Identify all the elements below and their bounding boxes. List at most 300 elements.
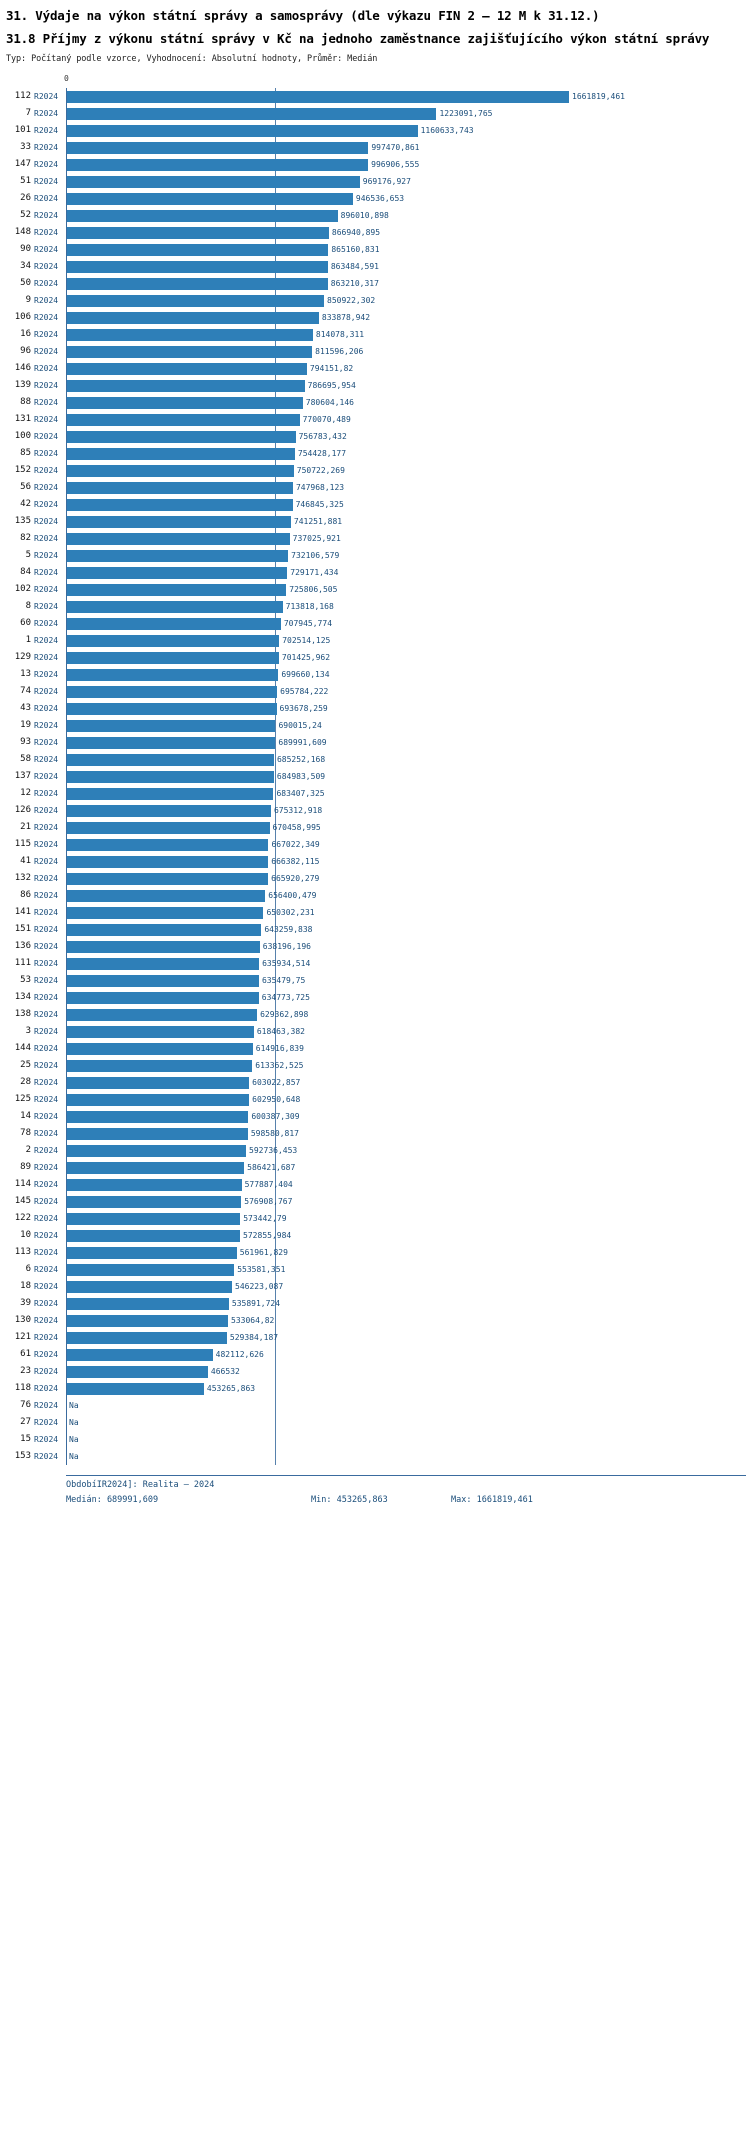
bar[interactable]	[67, 91, 569, 103]
chart-row[interactable]	[25, 632, 746, 649]
chart-row[interactable]	[14, 836, 746, 853]
row-period-label: R2024	[34, 568, 59, 577]
bar[interactable]	[67, 261, 328, 273]
bar[interactable]	[67, 278, 328, 290]
bar[interactable]	[67, 720, 275, 732]
row-category-label: 51	[20, 176, 31, 186]
bar[interactable]	[67, 788, 273, 800]
bar-value-label: 690015,24	[278, 721, 322, 730]
chart-row[interactable]	[20, 258, 746, 275]
bar[interactable]	[67, 669, 278, 681]
row-category-label: 100	[14, 431, 31, 441]
row-category-label: 115	[14, 839, 31, 849]
row-category-label: 78	[20, 1128, 31, 1138]
row-period-label: R2024	[34, 670, 59, 679]
chart-row[interactable]	[20, 700, 746, 717]
chart-row[interactable]	[20, 666, 746, 683]
row-period-label: R2024	[34, 92, 59, 101]
chart-row[interactable]	[20, 1431, 746, 1448]
bar-value-label: 629362,898	[260, 1010, 309, 1019]
bar[interactable]	[67, 193, 353, 205]
chart-row[interactable]	[14, 309, 746, 326]
row-category-label: 21	[20, 822, 31, 832]
bar[interactable]	[67, 1332, 227, 1344]
chart-row[interactable]	[14, 1091, 746, 1108]
chart-row[interactable]	[20, 751, 746, 768]
row-period-label: R2024	[34, 228, 59, 237]
chart-row[interactable]	[20, 394, 746, 411]
bar[interactable]	[67, 1230, 240, 1242]
chart-row[interactable]	[20, 445, 746, 462]
bar[interactable]	[67, 380, 305, 392]
row-period-label: R2024	[34, 1265, 59, 1274]
chart-row[interactable]	[25, 547, 746, 564]
bar[interactable]	[67, 346, 312, 358]
row-category-label: 14	[20, 1111, 31, 1121]
bar[interactable]	[67, 465, 294, 477]
bar[interactable]	[67, 584, 286, 596]
row-period-label: R2024	[34, 823, 59, 832]
chart-row[interactable]	[20, 615, 746, 632]
bar-value-label: 482112,626	[215, 1350, 264, 1359]
row-category-label: 60	[20, 618, 31, 628]
bar[interactable]	[67, 635, 279, 647]
row-category-label: 148	[14, 227, 31, 237]
bar[interactable]	[67, 992, 259, 1004]
bar[interactable]	[67, 1026, 254, 1038]
bar-value-label: 732106,579	[291, 551, 340, 560]
row-category-label: 135	[14, 516, 31, 526]
row-category-label: 151	[14, 924, 31, 934]
chart-row[interactable]	[14, 224, 746, 241]
row-category-label: 121	[14, 1332, 31, 1342]
row-category-label: 93	[20, 737, 31, 747]
row-period-label: R2024	[34, 415, 59, 424]
bar-value-label: 466532	[210, 1367, 240, 1376]
bar[interactable]	[67, 1111, 248, 1123]
min-label: Min: 453265,863	[311, 1495, 388, 1505]
row-period-label: R2024	[34, 1044, 59, 1053]
row-period-label: R2024	[34, 653, 59, 662]
bar-value-label: 811596,206	[315, 347, 364, 356]
chart-row[interactable]	[20, 190, 746, 207]
row-period-label: R2024	[34, 1452, 59, 1461]
row-period-label: R2024	[34, 687, 59, 696]
chart-row[interactable]	[20, 1414, 746, 1431]
row-period-label: R2024	[34, 1163, 59, 1172]
row-period-label: R2024	[34, 109, 59, 118]
chart-row[interactable]	[14, 938, 746, 955]
bar[interactable]	[67, 1094, 249, 1106]
row-period-label: R2024	[34, 840, 59, 849]
chart-row[interactable]	[20, 887, 746, 904]
row-category-label: 134	[14, 992, 31, 1002]
chart-row[interactable]	[25, 105, 746, 122]
row-period-label: R2024	[34, 211, 59, 220]
bar[interactable]	[67, 1179, 242, 1191]
chart-row[interactable]	[14, 1006, 746, 1023]
bar-value-label: 614916,839	[255, 1044, 304, 1053]
row-category-label: 118	[14, 1383, 31, 1393]
row-period-label: R2024	[34, 1146, 59, 1155]
bar-value-label: 866940,895	[331, 228, 381, 237]
chart-row[interactable]	[14, 122, 746, 139]
row-period-label: R2024	[34, 1384, 59, 1393]
chart-row[interactable]	[20, 1125, 746, 1142]
chart-footer	[66, 1475, 746, 1515]
chart-row[interactable]	[20, 734, 746, 751]
bar[interactable]	[67, 890, 265, 902]
row-period-label: R2024	[34, 160, 59, 169]
bar-value-label: 693678,259	[279, 704, 328, 713]
row-period-label: R2024	[34, 976, 59, 985]
chart-row[interactable]	[14, 1448, 746, 1465]
bar[interactable]	[67, 210, 338, 222]
row-na-label: Na	[69, 1435, 79, 1444]
row-period-label: R2024	[34, 1095, 59, 1104]
bar[interactable]	[67, 1043, 253, 1055]
bar[interactable]	[67, 567, 287, 579]
row-period-label: R2024	[34, 925, 59, 934]
bar-value-label: 969176,927	[362, 177, 411, 186]
chart-row[interactable]	[25, 1142, 746, 1159]
row-period-label: R2024	[34, 126, 59, 135]
chart-row[interactable]	[25, 598, 746, 615]
bar[interactable]	[67, 142, 368, 154]
row-period-label: R2024	[34, 534, 59, 543]
chart-row[interactable]	[14, 870, 746, 887]
row-period-label: R2024	[34, 1316, 59, 1325]
bar[interactable]	[67, 873, 268, 885]
bar-value-label: 529384,187	[229, 1333, 279, 1342]
bar[interactable]	[67, 431, 296, 443]
chart-row[interactable]	[14, 1210, 746, 1227]
bar[interactable]	[67, 1366, 208, 1378]
median-label: Medián: 689991,609	[66, 1495, 159, 1505]
bar[interactable]	[67, 1247, 237, 1259]
row-period-label: R2024	[34, 1418, 59, 1427]
row-period-label: R2024	[34, 551, 59, 560]
chart-row[interactable]	[14, 802, 746, 819]
row-category-label: 43	[20, 703, 31, 713]
bar[interactable]	[67, 244, 328, 256]
chart-row[interactable]	[20, 683, 746, 700]
bar-value-label: 546223,087	[235, 1282, 284, 1291]
row-period-label: R2024	[34, 262, 59, 271]
row-category-label: 76	[20, 1400, 31, 1410]
bar-value-label: 754428,177	[297, 449, 347, 458]
row-category-label: 39	[20, 1298, 31, 1308]
chart-row[interactable]	[14, 156, 746, 173]
bar[interactable]	[67, 533, 290, 545]
row-category-label: 113	[14, 1247, 31, 1257]
bar[interactable]	[67, 516, 291, 528]
chart-row[interactable]	[20, 1227, 746, 1244]
x-tick-label: 0	[64, 74, 69, 83]
bar[interactable]	[67, 1162, 244, 1174]
bar[interactable]	[67, 839, 268, 851]
bar-value-label: 695784,222	[280, 687, 329, 696]
bar[interactable]	[67, 1009, 257, 1021]
row-period-label: R2024	[34, 245, 59, 254]
chart-row[interactable]	[20, 1346, 746, 1363]
chart-row[interactable]	[14, 989, 746, 1006]
row-na-label: Na	[69, 1401, 79, 1410]
row-category-label: 74	[20, 686, 31, 696]
bar[interactable]	[67, 618, 281, 630]
bar[interactable]	[67, 312, 319, 324]
bar-value-label: 618463,382	[256, 1027, 305, 1036]
row-period-label: R2024	[34, 381, 59, 390]
row-category-label: 10	[20, 1230, 31, 1240]
bar[interactable]	[67, 1281, 232, 1293]
bar-value-label: 638196,196	[262, 942, 311, 951]
chart-row[interactable]	[14, 360, 746, 377]
row-category-label: 141	[14, 907, 31, 917]
row-period-label: R2024	[34, 1061, 59, 1070]
chart-row[interactable]	[20, 530, 746, 547]
page-subtitle: 31.8 Příjmy z výkonu státní správy v Kč na jednoho zaměstnance zajišťujícího výkon státní správy	[6, 31, 710, 46]
bar[interactable]	[67, 856, 268, 868]
row-period-label: R2024	[34, 619, 59, 628]
chart-row[interactable]	[14, 1312, 746, 1329]
bar-value-label: 602950,648	[252, 1095, 301, 1104]
bar[interactable]	[67, 686, 277, 698]
bar[interactable]	[67, 737, 275, 749]
chart-row[interactable]	[14, 649, 746, 666]
chart-row[interactable]	[14, 1040, 746, 1057]
bar[interactable]	[67, 771, 274, 783]
bar[interactable]	[67, 227, 329, 239]
chart-row[interactable]	[20, 1159, 746, 1176]
row-period-label: R2024	[34, 704, 59, 713]
row-category-label: 102	[14, 584, 31, 594]
bar-value-label: 586421,687	[247, 1163, 296, 1172]
chart-row[interactable]	[14, 462, 746, 479]
bar-value-label: 535891,724	[231, 1299, 281, 1308]
bar[interactable]	[67, 1077, 249, 1089]
chart-row[interactable]	[20, 241, 746, 258]
chart-row[interactable]	[14, 1329, 746, 1346]
chart-row[interactable]	[14, 581, 746, 598]
bar[interactable]	[67, 329, 313, 341]
row-category-label: 19	[20, 720, 31, 730]
row-category-label: 9	[25, 295, 31, 305]
bar[interactable]	[67, 601, 283, 613]
bar-value-label: 685252,168	[276, 755, 326, 764]
bar[interactable]	[67, 703, 277, 715]
row-category-label: 2	[25, 1145, 31, 1155]
chart-row[interactable]	[14, 921, 746, 938]
row-category-label: 88	[20, 397, 31, 407]
bar[interactable]	[67, 1060, 252, 1072]
chart-row[interactable]	[20, 819, 746, 836]
max-label: Max: 1661819,461	[451, 1495, 533, 1505]
bar-value-label: 756783,432	[298, 432, 347, 441]
bar[interactable]	[67, 822, 270, 834]
chart-row[interactable]	[20, 326, 746, 343]
chart-row[interactable]	[20, 564, 746, 581]
row-category-label: 147	[14, 159, 31, 169]
bar-value-label: 850922,302	[327, 296, 376, 305]
bar[interactable]	[67, 958, 259, 970]
plot-bars	[14, 88, 746, 1465]
row-period-label: R2024	[34, 483, 59, 492]
chart-row[interactable]	[20, 275, 746, 292]
bar-value-label: 689991,609	[278, 738, 327, 747]
chart-row[interactable]	[25, 292, 746, 309]
chart-row[interactable]	[14, 88, 746, 105]
bar[interactable]	[67, 1264, 234, 1276]
row-period-label: R2024	[34, 1299, 59, 1308]
bar[interactable]	[67, 448, 295, 460]
chart-row[interactable]	[20, 785, 746, 802]
bar-value-label: 1160633,743	[420, 126, 474, 135]
bar[interactable]	[67, 414, 300, 426]
chart-row[interactable]	[20, 1108, 746, 1125]
chart-row[interactable]	[20, 1278, 746, 1295]
row-period-label: R2024	[34, 1112, 59, 1121]
bar[interactable]	[67, 1128, 248, 1140]
chart-row[interactable]	[14, 1176, 746, 1193]
chart-row[interactable]	[14, 1193, 746, 1210]
row-category-label: 58	[20, 754, 31, 764]
row-category-label: 96	[20, 346, 31, 356]
chart-row[interactable]	[25, 1261, 746, 1278]
chart-row[interactable]	[20, 343, 746, 360]
bar[interactable]	[67, 176, 360, 188]
bar[interactable]	[67, 975, 259, 987]
row-period-label: R2024	[34, 1214, 59, 1223]
chart-row[interactable]	[20, 139, 746, 156]
chart-row[interactable]	[20, 717, 746, 734]
row-period-label: R2024	[34, 1231, 59, 1240]
chart-row[interactable]	[25, 1023, 746, 1040]
chart-row[interactable]	[20, 853, 746, 870]
chart-row[interactable]	[14, 1244, 746, 1261]
bar[interactable]	[67, 108, 436, 120]
chart-row[interactable]	[14, 768, 746, 785]
bar-value-label: 702514,125	[282, 636, 331, 645]
chart-row[interactable]	[20, 479, 746, 496]
chart-row[interactable]	[20, 1397, 746, 1414]
bar[interactable]	[67, 295, 324, 307]
bar-value-label: 865160,831	[331, 245, 380, 254]
row-category-label: 16	[20, 329, 31, 339]
chart-row[interactable]	[14, 411, 746, 428]
bar-value-label: 613362,525	[255, 1061, 304, 1070]
bar[interactable]	[67, 652, 279, 664]
row-period-label: R2024	[34, 738, 59, 747]
bar-value-label: 577887,404	[244, 1180, 293, 1189]
chart-row[interactable]	[14, 513, 746, 530]
bar[interactable]	[67, 1213, 240, 1225]
chart-row[interactable]	[14, 1380, 746, 1397]
bar[interactable]	[67, 1196, 241, 1208]
bar[interactable]	[67, 754, 274, 766]
row-category-label: 146	[14, 363, 31, 373]
chart-area	[4, 74, 746, 1515]
bar-value-label: 561961,829	[239, 1248, 288, 1257]
bar[interactable]	[67, 125, 418, 137]
bar[interactable]	[67, 159, 368, 171]
row-category-label: 6	[25, 1264, 31, 1274]
row-category-label: 89	[20, 1162, 31, 1172]
bar-value-label: 643259,838	[264, 925, 313, 934]
row-category-label: 25	[20, 1060, 31, 1070]
chart-type-line: Typ: Počítaný podle vzorce, Vyhodnocení: Absolutní hodnoty, Průměr: Medián	[6, 54, 378, 64]
bar[interactable]	[67, 941, 260, 953]
bar-value-label: 780604,146	[305, 398, 354, 407]
legend-entry: ObdobíIR2024]: Realita – 2024	[66, 1480, 215, 1490]
row-category-label: 131	[14, 414, 31, 424]
bar-value-label: 683407,325	[276, 789, 325, 798]
chart-row[interactable]	[14, 904, 746, 921]
bar[interactable]	[67, 1383, 204, 1395]
bar-value-label: 592736,453	[249, 1146, 298, 1155]
chart-row[interactable]	[14, 428, 746, 445]
bar[interactable]	[67, 924, 261, 936]
bar[interactable]	[67, 1298, 229, 1310]
bar[interactable]	[67, 907, 263, 919]
bar[interactable]	[67, 805, 271, 817]
chart-row[interactable]	[20, 1074, 746, 1091]
bar[interactable]	[67, 397, 303, 409]
row-period-label: R2024	[34, 500, 59, 509]
row-period-label: R2024	[34, 449, 59, 458]
bar[interactable]	[67, 1315, 228, 1327]
row-period-label: R2024	[34, 636, 59, 645]
bar-value-label: 747968,123	[295, 483, 345, 492]
chart-row[interactable]	[20, 496, 746, 513]
bar[interactable]	[67, 1145, 246, 1157]
bar[interactable]	[67, 550, 288, 562]
bar-value-label: 794151,82	[309, 364, 354, 373]
row-period-label: R2024	[34, 364, 59, 373]
row-period-label: R2024	[34, 330, 59, 339]
chart-row[interactable]	[20, 1363, 746, 1380]
chart-row[interactable]	[20, 173, 746, 190]
row-period-label: R2024	[34, 432, 59, 441]
chart-row[interactable]	[14, 377, 746, 394]
row-category-label: 130	[14, 1315, 31, 1325]
bar-value-label: 713818,168	[285, 602, 334, 611]
bar[interactable]	[67, 1349, 213, 1361]
bar[interactable]	[67, 482, 293, 494]
bar-value-label: 770070,489	[302, 415, 351, 424]
row-category-label: 90	[20, 244, 31, 254]
bar[interactable]	[67, 499, 293, 511]
row-category-label: 18	[20, 1281, 31, 1291]
bar-value-label: 600387,309	[251, 1112, 300, 1121]
bar-value-label: 598580,817	[250, 1129, 299, 1138]
chart-row[interactable]	[20, 1057, 746, 1074]
bar-value-label: 896010,898	[340, 211, 389, 220]
row-period-label: R2024	[34, 1333, 59, 1342]
chart-row[interactable]	[20, 1295, 746, 1312]
row-category-label: 27	[20, 1417, 31, 1427]
row-period-label: R2024	[34, 1180, 59, 1189]
row-period-label: R2024	[34, 1197, 59, 1206]
bar[interactable]	[67, 363, 307, 375]
chart-row[interactable]	[14, 955, 746, 972]
row-period-label: R2024	[34, 721, 59, 730]
row-category-label: 139	[14, 380, 31, 390]
chart-row[interactable]	[20, 207, 746, 224]
row-category-label: 61	[20, 1349, 31, 1359]
bar-value-label: 650302,231	[266, 908, 315, 917]
chart-row[interactable]	[20, 972, 746, 989]
